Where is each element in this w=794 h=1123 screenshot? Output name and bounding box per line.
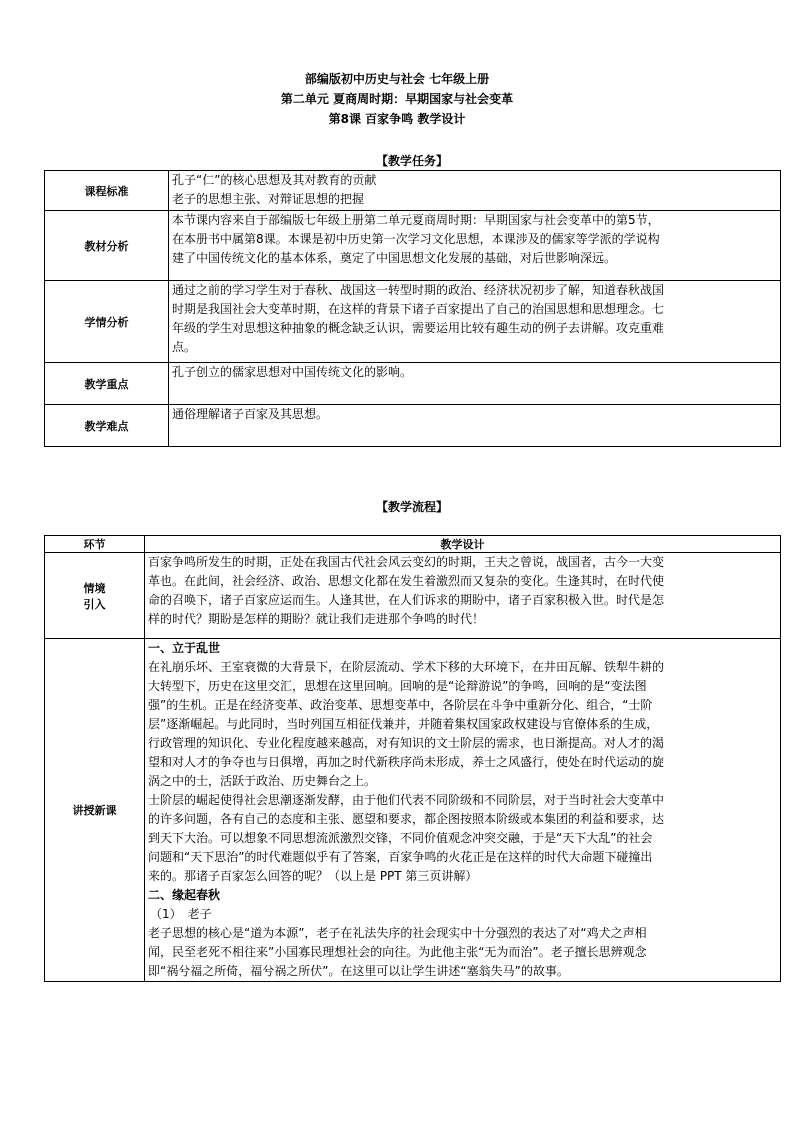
row-content-lecture: 一、立于乱世 在礼崩乐坏、王室衰微的大背景下，在阶层流动、学术下移的大环境下，在井田瓦解、铁犁牛耕的 大转型下，历史在这里交汇，思想在这里回响。回响的是“论辩游说”的争鸣，回响的是“变法图 强”的生机。正是在经济变革、政治变革、思想变革中，各阶层在斗争中重新分化、组合，“士阶 层”逐渐崛起。与此同时，当时列国互相征伐兼并，并随着集权国家政权建设与官僚体系的生成， 行政管理的知识化、专业化程度越来越高，对有知识的文士阶层的需求，也日渐提高。对人才的渴 望和对人才的争夺也与日俱增，再加之时代新秩序尚未形成，养士之风盛行，使处在时代运动的旋 涡之中的士，活跃于政治、历史舞台之上。 士阶层的崛起使得社会思潮逐渐发酵，由于他们代表不同阶级和不同阶层，对于当时社会大变革中 的许多问题，各有自己的态度和主张、愿望和要求，都企图按照本阶级或本集团的利益和要求，达 到天下大治。可以想象不同思想流派激烈交锋，不同价值观念冲突交融，于是“天下大乱”的社会 问题和“天下思治”的时代难题似乎有了答案，百家争鸣的火花正是在这样的时代大命题下碰撞出 来的。那诸子百家怎么回答的呢？（以上是 PPT 第三页讲解） 二、缘起春秋 （1） 老子 老子思想的核心是“道为本源”，老子在礼法失序的社会现实中十分强烈的表达了对“鸡犬之声相 闻，民至老死不相往来”小国寡民理想社会的向往。为此他主张“无为而治”。老子擅长思辨观念 即“祸兮福之所倚，福兮祸之所伏”。在这里可以让学生讲述“塞翁失马”的故事。 (145, 639, 781, 982)
table-row (45, 553, 781, 639)
lecture-sub-laozi: （1） 老子 (150, 907, 212, 921)
row-label-lecture: 讲授新课 (45, 639, 145, 982)
flow-section-heading: 【教学流程】 (375, 500, 448, 514)
row-label-difficulty: 教学难点 (45, 405, 169, 447)
row-label-material: 教材分析 (45, 211, 169, 281)
row-content-standard: 孔子“仁”的核心思想及其对教育的贡献 老子的思想主张、对辩证思想的把握 (169, 171, 781, 211)
row-content-material: 本节课内容来自于部编版七年级上册第二单元夏商周时期：早期国家与社会变革中的第5节， 在本册书中属第8课。本课是初中历史第一次学习文化思想，本课涉及的儒家等学派的学说构 建了中国传统文化的基本体系，奠定了中国思想文化发展的基础，对后世影响深远。 (169, 211, 781, 281)
document-titles (0, 69, 794, 129)
table-row (45, 211, 781, 281)
table-row (45, 171, 781, 211)
table-row (45, 639, 781, 982)
flow-table (44, 535, 781, 982)
task-section-heading: 【教学任务】 (375, 154, 448, 168)
row-label-intro: 情境 引入 (45, 553, 145, 639)
lecture-heading-1: 一、立于乱世 (148, 641, 221, 655)
row-content-key-point: 孔子创立的儒家思想对中国传统文化的影响。 (169, 363, 781, 405)
title-unit: 第二单元 夏商周时期：早期国家与社会变革 (280, 92, 514, 106)
row-content-difficulty: 通俗理解诸子百家及其思想。 (169, 405, 781, 447)
row-label-students: 学情分析 (45, 281, 169, 363)
row-content-intro: 百家争鸣所发生的时期，正处在我国古代社会风云变幻的时期，王夫之曾说，战国者，古今一大变 革也。在此间，社会经济、政治、思想文化都在发生着激烈而又复杂的变化。生逢其时，在时代使 命的召唤下，诸子百家应运而生。人逢其世，在人们诉求的期盼中，诸子百家积极入世。时代是怎 样的时代？期盼是怎样的期盼？就让我们走进那个争鸣的时代！ (145, 553, 781, 639)
table-header-row (45, 536, 781, 553)
title-textbook: 部编版初中历史与社会 七年级上册 (304, 72, 490, 86)
title-lesson: 第8课 百家争鸣 教学设计 (328, 112, 466, 126)
row-label-key-point: 教学重点 (45, 363, 169, 405)
row-content-students: 通过之前的学习学生对于春秋、战国这一转型时期的政治、经济状况初步了解，知道春秋战国 时期是我国社会大变革时期，在这样的背景下诸子百家提出了自己的治国思想和思想理念。七 年级的学生对思想这种抽象的概念缺乏认识，需要运用比较有趣生动的例子去讲解。攻克重难 点。 (169, 281, 781, 363)
col-header-stage: 环节 (45, 536, 145, 553)
table-row (45, 281, 781, 363)
lecture-heading-2: 二、缘起春秋 (148, 888, 221, 902)
col-header-design: 教学设计 (145, 536, 781, 553)
task-table (44, 170, 781, 447)
table-row (45, 405, 781, 447)
table-row (45, 363, 781, 405)
row-label-standard: 课程标准 (45, 171, 169, 211)
